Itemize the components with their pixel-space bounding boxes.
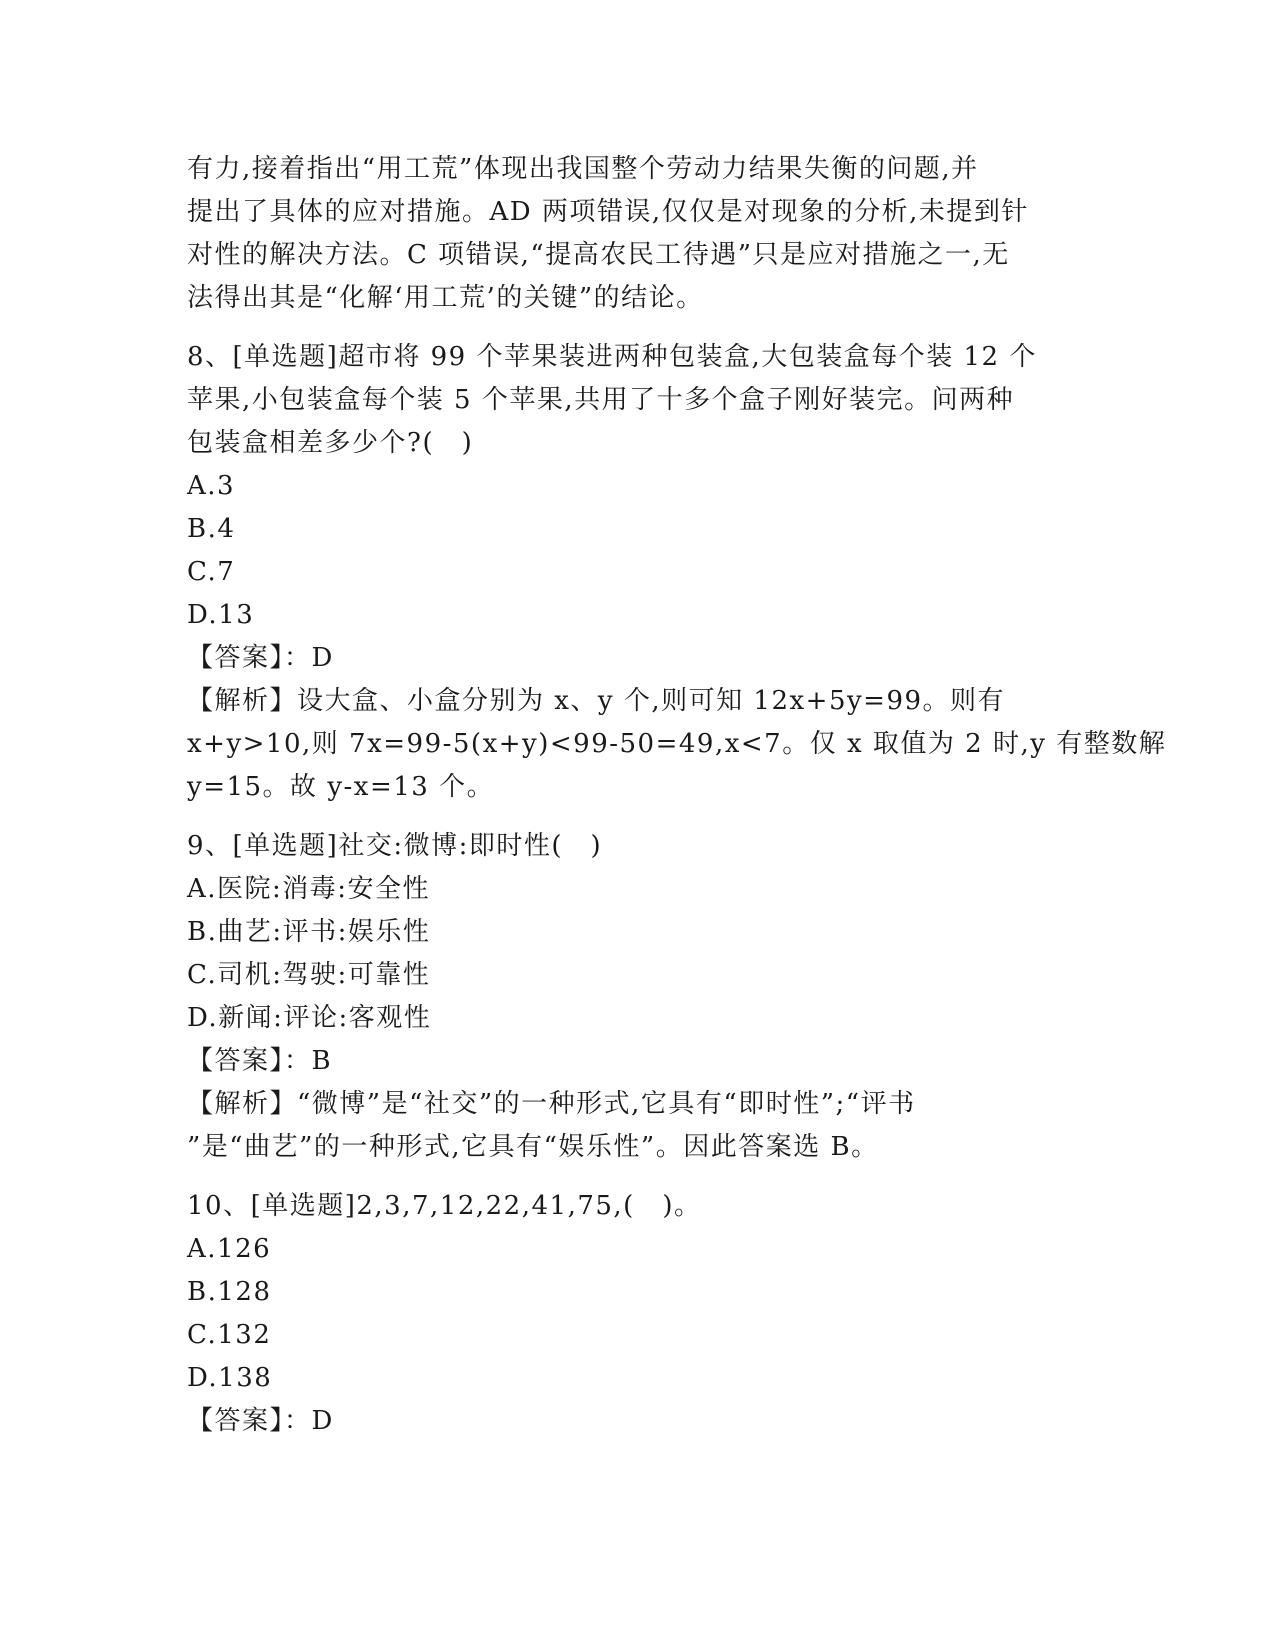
text-line: 提出了具体的应对措施。AD 两项错误,仅仅是对现象的分析,未提到针 <box>187 197 1029 227</box>
document-page <box>187 148 1167 1443</box>
question-stem: 9、[单选题]社交:微博:即时性( ) <box>187 831 603 861</box>
analysis-line: y=15。故 y-x=13 个。 <box>187 772 495 802</box>
analysis-line: ”是“曲艺”的一种形式,它具有“娱乐性”。因此答案选 B。 <box>187 1132 879 1162</box>
question-stem: 苹果,小包装盒每个装 5 个苹果,共用了十多个盒子刚好装完。问两种 <box>187 385 1015 415</box>
question-10 <box>187 1185 1087 1443</box>
option-a: A.医院:消毒:安全性 <box>187 874 431 904</box>
text-line: 对性的解决方法。C 项错误,“提高农民工待遇”只是应对措施之一,无 <box>187 240 1010 270</box>
option-c: C.132 <box>187 1320 272 1350</box>
option-b: B.4 <box>187 514 236 544</box>
question-stem: 包装盒相差多少个?( ) <box>187 428 474 458</box>
analysis-line: x+y>10,则 7x=99-5(x+y)<99-50=49,x<7。仅 x 取值为 2 时,y 有整数解 <box>187 729 1167 759</box>
option-b: B.曲艺:评书:娱乐性 <box>187 917 431 947</box>
analysis-line: 【解析】设大盒、小盒分别为 x、y 个,则可知 12x+5y=99。则有 <box>187 686 1006 716</box>
question-8 <box>187 336 1167 809</box>
option-d: D.138 <box>187 1363 273 1393</box>
question-stem: 8、[单选题]超市将 99 个苹果装进两种包装盒,大包装盒每个装 12 个 <box>187 342 1037 372</box>
option-c: C.司机:驾驶:可靠性 <box>187 960 431 990</box>
text-line: 法得出其是“化解‘用工荒’的关键”的结论。 <box>187 283 704 313</box>
option-a: A.3 <box>187 471 236 501</box>
text-line: 有力,接着指出“用工荒”体现出我国整个劳动力结果失衡的问题,并 <box>187 154 979 184</box>
question-9 <box>187 825 1087 1169</box>
prev-analysis-block <box>187 148 1087 320</box>
analysis-line: 【解析】“微博”是“社交”的一种形式,它具有“即时性”;“评书 <box>187 1089 916 1119</box>
question-stem: 10、[单选题]2,3,7,12,22,41,75,( )。 <box>187 1191 702 1221</box>
option-d: D.13 <box>187 600 255 630</box>
option-c: C.7 <box>187 557 236 587</box>
option-d: D.新闻:评论:客观性 <box>187 1003 432 1033</box>
answer: 【答案】：D <box>187 643 334 673</box>
answer: 【答案】：B <box>187 1046 333 1076</box>
option-b: B.128 <box>187 1277 272 1307</box>
answer: 【答案】：D <box>187 1406 334 1436</box>
option-a: A.126 <box>187 1234 272 1264</box>
